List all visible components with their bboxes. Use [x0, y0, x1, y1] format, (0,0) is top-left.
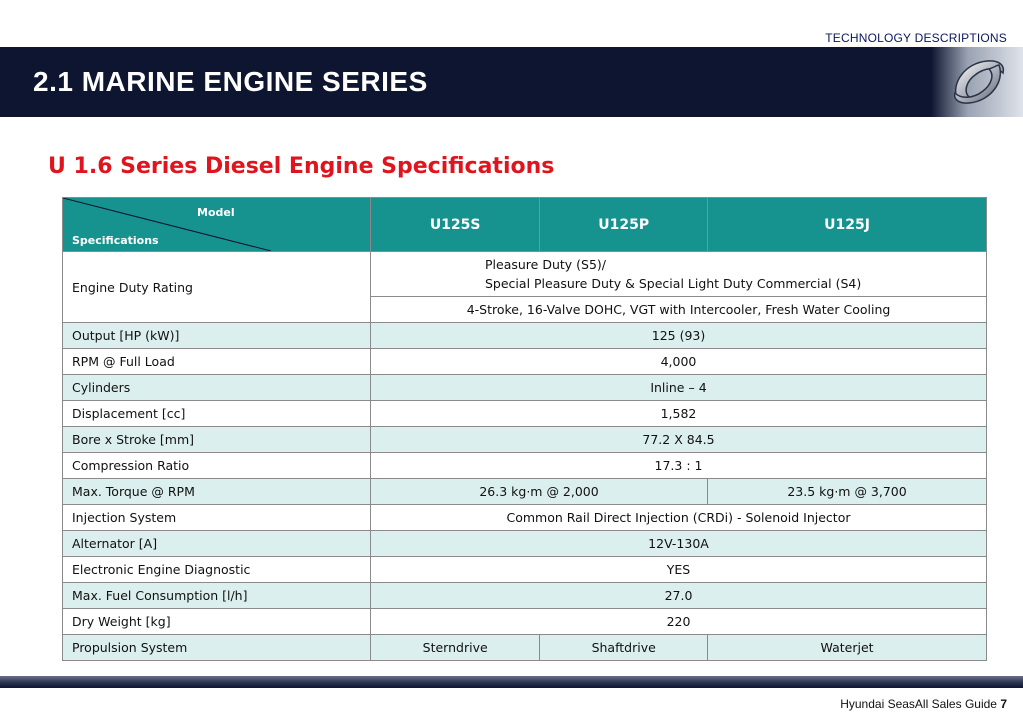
spec-table [62, 197, 987, 661]
row-label: Max. Fuel Consumption [l/h] [63, 583, 371, 609]
table-row [63, 375, 987, 401]
footer-band [0, 676, 1023, 688]
row-label: Displacement [cc] [63, 401, 371, 427]
corner-specifications-label: Specifications [72, 234, 159, 247]
row-label: Engine Duty Rating [63, 252, 371, 323]
footer-text: Hyundai SeasAll Sales Guide [840, 697, 997, 711]
table-row [63, 349, 987, 375]
row-value: 125 (93) [371, 323, 987, 349]
row-label: Propulsion System [63, 635, 371, 661]
row-label: Compression Ratio [63, 453, 371, 479]
table-row [63, 505, 987, 531]
row-value: 1,582 [371, 401, 987, 427]
table-row [63, 479, 987, 505]
row-label: RPM @ Full Load [63, 349, 371, 375]
table-row [63, 427, 987, 453]
hyundai-seasall-logo-icon [947, 53, 1009, 111]
row-label: Electronic Engine Diagnostic [63, 557, 371, 583]
title-bar [0, 47, 1023, 117]
row-value: 27.0 [371, 583, 987, 609]
table-title: U 1.6 Series Diesel Engine Specifications [48, 154, 555, 179]
table-row [63, 323, 987, 349]
row-value: 12V-130A [371, 531, 987, 557]
row-label: Dry Weight [kg] [63, 609, 371, 635]
model-header: U125S [371, 198, 540, 252]
table-row [63, 531, 987, 557]
row-value: 77.2 X 84.5 [371, 427, 987, 453]
row-value: 4-Stroke, 16-Valve DOHC, VGT with Intercooler, Fresh Water Cooling [371, 297, 987, 323]
row-label: Injection System [63, 505, 371, 531]
row-value: Shaftdrive [540, 635, 708, 661]
model-header: U125J [708, 198, 987, 252]
row-value: 220 [371, 609, 987, 635]
duty-line: Pleasure Duty (S5)/ [485, 257, 606, 272]
model-header: U125P [540, 198, 708, 252]
section-label: TECHNOLOGY DESCRIPTIONS [825, 31, 1007, 45]
page-title: 2.1 MARINE ENGINE SERIES [33, 66, 428, 97]
table-row [63, 609, 987, 635]
row-label: Alternator [A] [63, 531, 371, 557]
table-row [63, 453, 987, 479]
logo [931, 47, 1023, 117]
row-label: Max. Torque @ RPM [63, 479, 371, 505]
row-value: Inline – 4 [371, 375, 987, 401]
corner-model-label: Model [197, 206, 235, 219]
table-header-row [63, 198, 987, 252]
row-value: 23.5 kg·m @ 3,700 [708, 479, 987, 505]
table-row [63, 583, 987, 609]
table-row [63, 401, 987, 427]
row-value: Sterndrive [371, 635, 540, 661]
row-value: YES [371, 557, 987, 583]
footer [840, 697, 1007, 711]
row-label: Bore x Stroke [mm] [63, 427, 371, 453]
table-row [63, 557, 987, 583]
row-label: Output [HP (kW)] [63, 323, 371, 349]
row-value: 17.3 : 1 [371, 453, 987, 479]
duty-line: Special Pleasure Duty & Special Light Duty Commercial (S4) [485, 276, 862, 291]
row-label: Cylinders [63, 375, 371, 401]
row-value: Waterjet [708, 635, 987, 661]
page-number: 7 [1000, 697, 1007, 711]
table-row [63, 252, 987, 297]
corner-header [63, 198, 371, 252]
table-row [63, 635, 987, 661]
row-value: 26.3 kg·m @ 2,000 [371, 479, 708, 505]
row-value: Common Rail Direct Injection (CRDi) - Solenoid Injector [371, 505, 987, 531]
row-value [371, 252, 987, 297]
row-value: 4,000 [371, 349, 987, 375]
